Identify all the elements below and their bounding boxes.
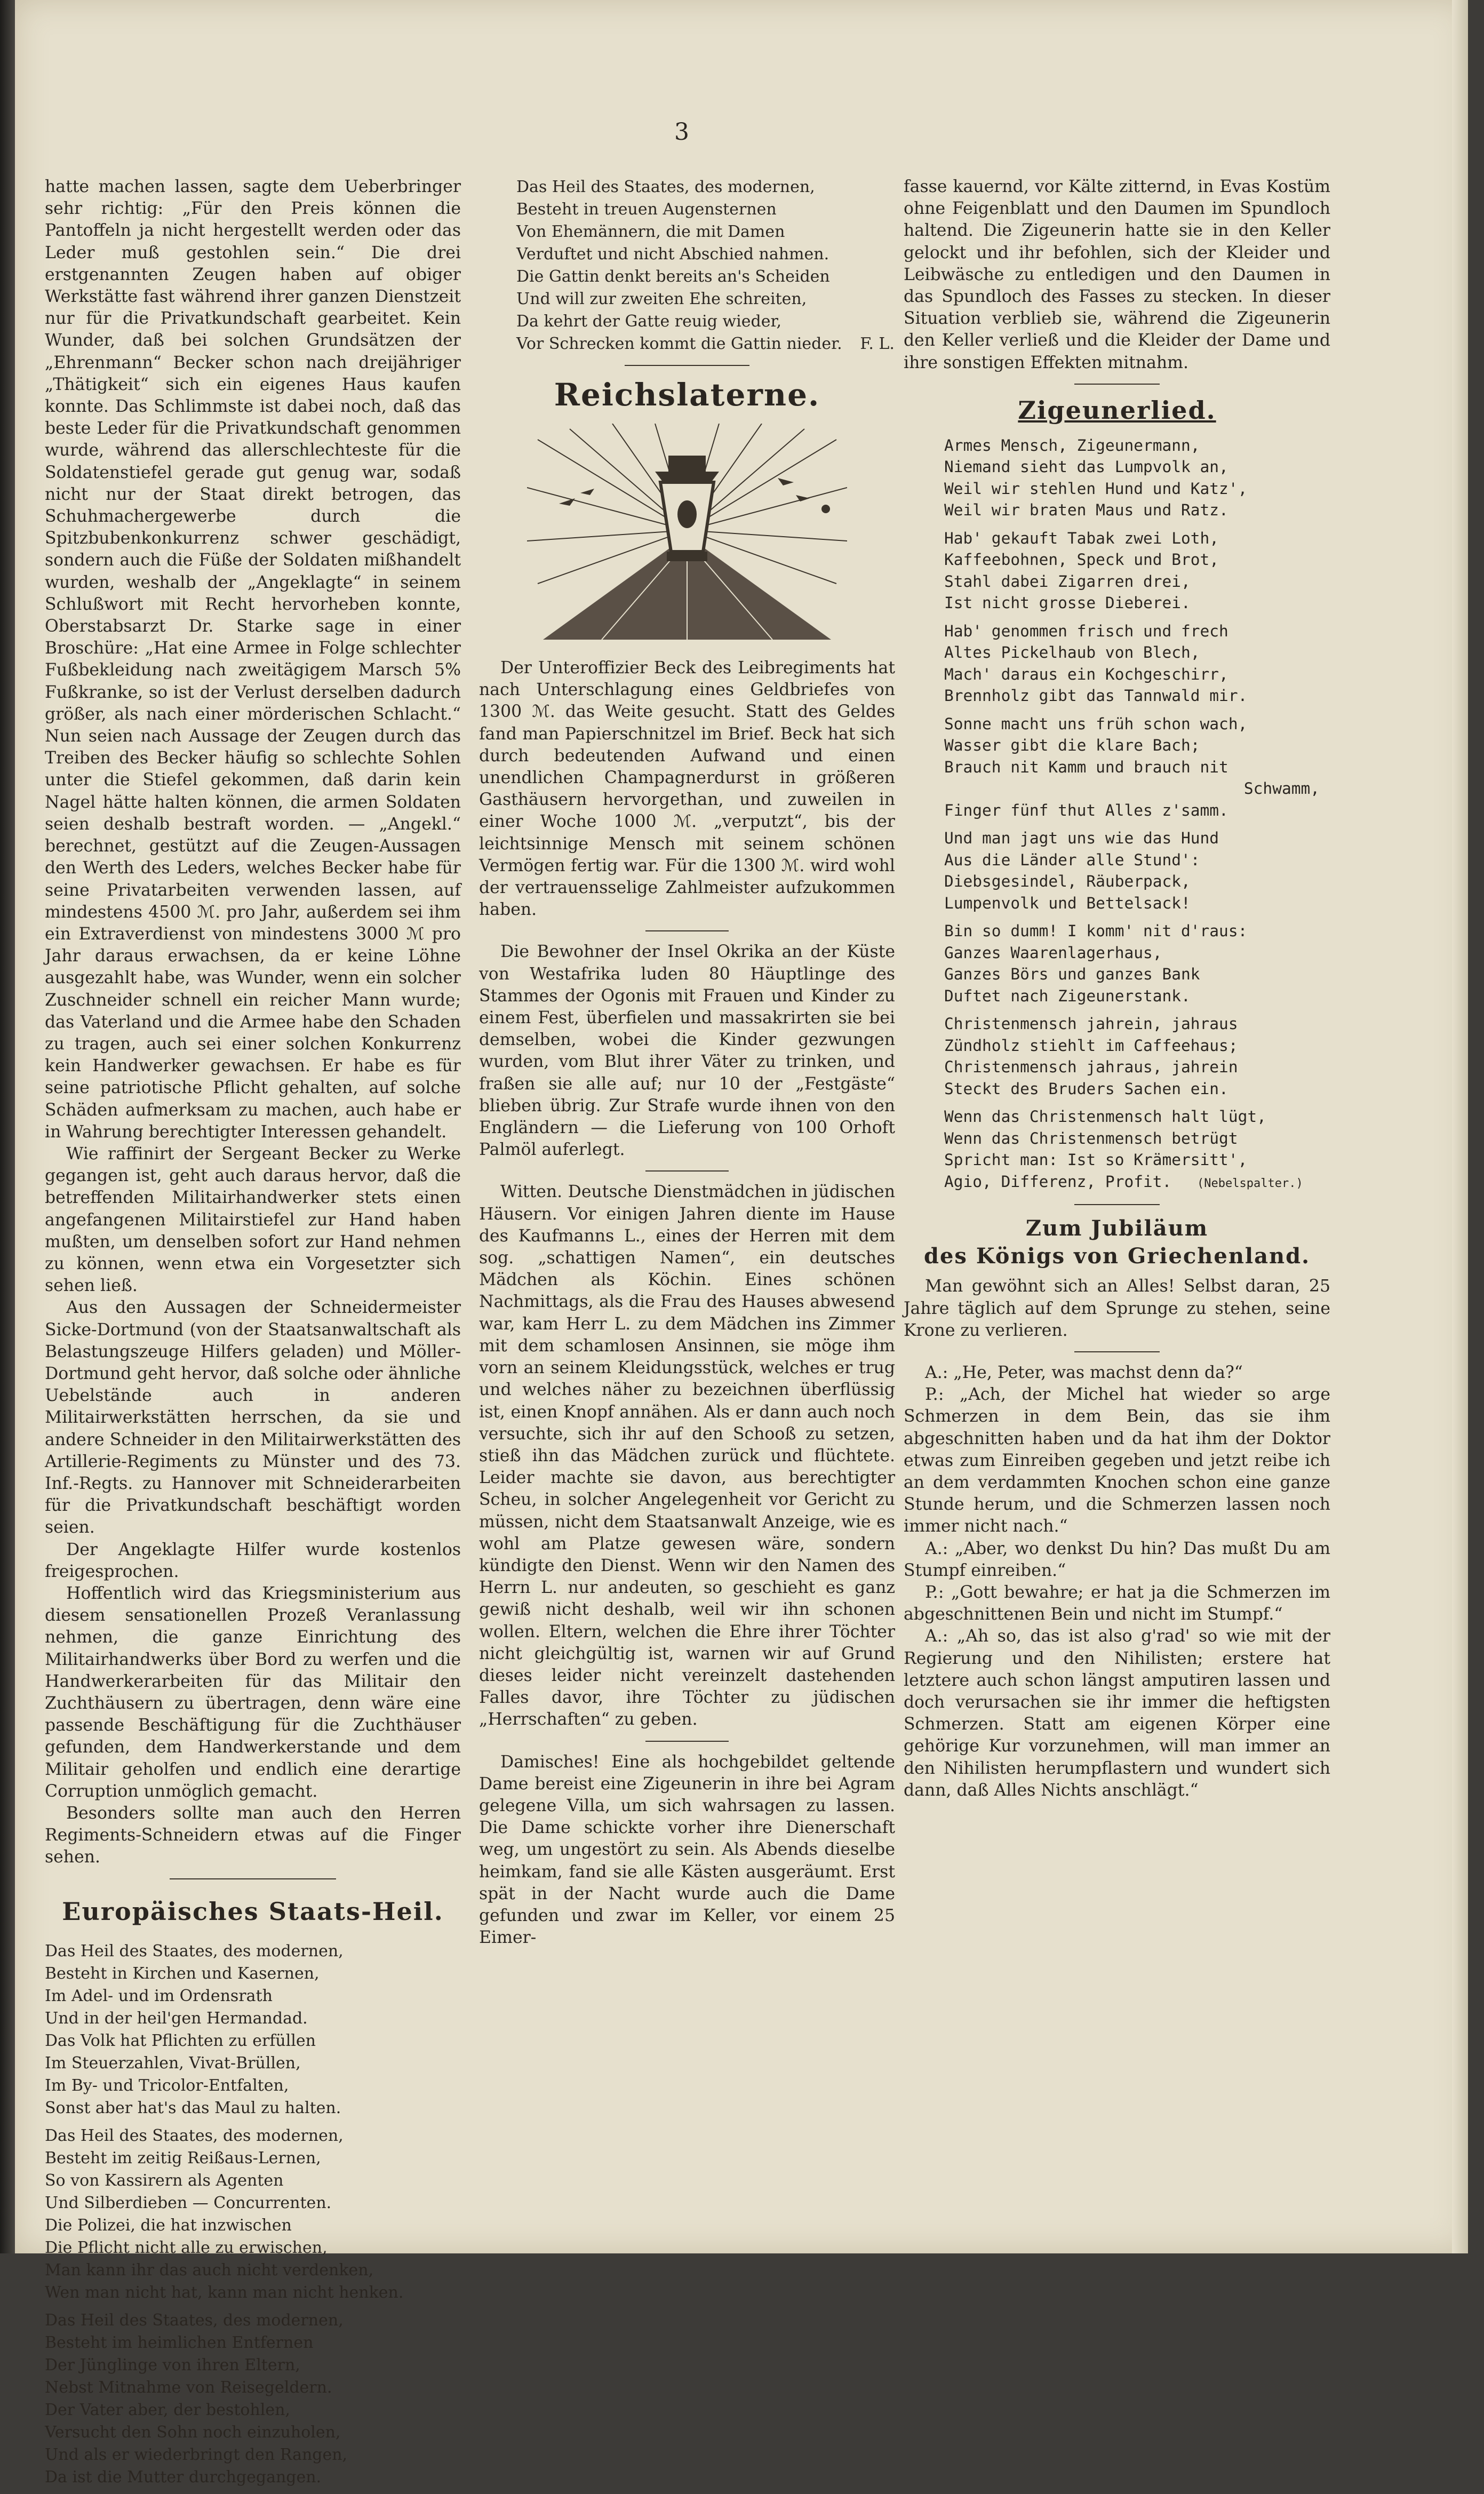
poem-line: Von Ehemännern, die mit Damen [516, 222, 785, 241]
poem-line [516, 333, 895, 355]
poem-line: Nebst Mitnahme von Reisegeldern. [45, 2378, 332, 2397]
song-line: Spricht man: Ist so Krämersitt', [944, 1151, 1248, 1169]
poem-line: Man kann ihr das auch nicht verdenken, [45, 2260, 374, 2280]
song-stanza [944, 713, 1330, 822]
poem-line: Wen man nicht hat, kann man nicht henken. [45, 2283, 404, 2302]
poem-stanza [45, 2309, 461, 2489]
poem-line: Und Silberdieben — Concurrenten. [45, 2193, 332, 2212]
jubilee-paragraph: A.: „He, Peter, was machst denn da?“ [925, 1362, 1243, 1382]
song-line: Steckt des Bruders Sachen ein. [944, 1079, 1228, 1098]
poem-line: Besteht im zeitig Reißaus-Lernen, [45, 2148, 321, 2168]
poem-line: Versucht den Sohn noch einzuholen, [45, 2423, 341, 2442]
jubilee-paragraph: A.: „Ah so, das ist also g'rad' so wie mit der Regierung und den Nihilisten; erstere hat letztere auch schon längst amputiren lassen und doch verursachen sie ihr immer die heftigsten Schmerzen. Statt am eigenen Körper eine gehörige Kur vorzunehmen, will man immer an den Nihilisten herumpflastern und wundert sich dann, daß Alles Nichts anschlägt.“ [904, 1627, 1330, 1800]
song-line: Mach' daraus ein Kochgeschirr, [944, 665, 1228, 683]
song-line: Wenn das Christenmensch betrügt [944, 1129, 1238, 1148]
jubilee-paragraph: P.: „Ach, der Michel hat wieder so arge Schmerzen in dem Bein, das sie ihm abgeschnitten haben und da hat ihm der Doktor etwas zum Einreiben gegeben und jetzt reibe ich an dem verdammten Knochen schon eine ganze Stunde herum, und die Schmerzen lassen noch immer nicht nach.“ [904, 1385, 1330, 1536]
poem-line: Der Vater aber, der bestohlen, [45, 2400, 290, 2419]
poem-line: Besteht in Kirchen und Kasernen, [45, 1964, 320, 1983]
song-line: Und man jagt uns wie das Hund [944, 829, 1219, 848]
lantern-icon [527, 424, 847, 642]
poem-line: Und will zur zweiten Ehe schreiten, [516, 290, 807, 308]
song-line: Altes Pickelhaub von Blech, [944, 643, 1200, 662]
song-stanza [944, 620, 1330, 707]
news-paragraph: Damisches! Eine als hochgebildet geltende Dame bereist eine Zigeunerin in ihre bei Agram gelegene Villa, um sich wahrsagen zu lassen. Die Dame schickte vorher ihre Dienerschaft weg, um ungestört zu sein. Als Abends dieselbe heimkam, fand sie alle Kästen ausgeräumt. Erst spät in der Nacht wurde auch die Dame gefunden und zwar im Keller, vor einem 25 Eimer- [479, 1752, 895, 1948]
song-line: Wenn das Christenmensch halt lügt, [944, 1107, 1266, 1126]
poem-europaeisches-staats-heil [45, 1940, 461, 2489]
article-paragraph: Hoffentlich wird das Kriegsministerium aus diesem sensationellen Prozeß Veranlassung nehmen, die ganze Einrichtung des Militairhandwerks über Bord zu werfen und die Handwerkerarbeiten für das Militair den Zuchthäusern zu übertragen, denn wäre eine passende Beschäftigung für die Zuchthäuser gefunden, dem Handwerkerstande und dem Militair geholfen und endlich eine derartige Corruption unmöglich gemacht. [45, 1584, 461, 1801]
divider [170, 1878, 336, 1879]
poem-line: Das Heil des Staates, des modernen, [45, 2310, 344, 2330]
newspaper-page [15, 0, 1468, 2487]
poem-line: So von Kassirern als Agenten [45, 2171, 284, 2190]
section-title-reichslaterne: Reichslaterne. [554, 377, 820, 413]
song-line: Christenmensch jahraus, jahrein [944, 1058, 1238, 1077]
song-line [944, 1171, 1330, 1195]
poem-line: Verduftet und nicht Abschied nahmen. [516, 245, 829, 264]
poem-line: Im By- und Tricolor-Entfalten, [45, 2076, 289, 2095]
song-line: Ganzes Börs und ganzes Bank [944, 965, 1200, 984]
poem-line: Und in der heil'gen Hermandad. [45, 2009, 308, 2028]
song-line: Ganzes Waarenlagerhaus, [944, 943, 1162, 962]
divider [645, 930, 729, 931]
jubilee-paragraph: A.: „Aber, wo denkst Du hin? Das mußt Du am Stumpf einreiben.“ [904, 1539, 1330, 1580]
poem-line: Das Heil des Staates, des modernen, [516, 178, 815, 196]
jubilee-paragraph: P.: „Gott bewahre; er hat ja die Schmerzen im abgeschnittenen Bein und nicht im Stumpf.“ [904, 1582, 1330, 1624]
song-line: Ist nicht grosse Dieberei. [944, 594, 1191, 612]
poem-line: Da ist die Mutter durchgegangen. [45, 2467, 322, 2487]
article-paragraph: Besonders sollte man auch den Herren Regiments-Schneidern etwas auf die Finger sehen. [45, 1804, 461, 1867]
divider [625, 365, 749, 366]
poem-signature: F. L. [860, 334, 895, 353]
column-right [904, 176, 1330, 1802]
article-paragraph: Der Angeklagte Hilfer wurde kostenlos freigesprochen. [45, 1540, 461, 1581]
poem-line: Und als er wiederbringt den Rangen, [45, 2445, 348, 2464]
poem-line: Die Polizei, die hat inzwischen [45, 2216, 292, 2235]
song-line: Brennholz gibt das Tannwald mir. [944, 687, 1248, 705]
lantern-illustration [527, 424, 847, 642]
song-line: Weil wir stehlen Hund und Katz', [944, 479, 1248, 498]
divider [1074, 1351, 1160, 1352]
poem-line: Besteht im heimlichen Entfernen [45, 2333, 314, 2352]
song-line: Schwamm, [1243, 779, 1320, 798]
song-line: Wasser gibt die klare Bach; [944, 736, 1200, 755]
poem-line: Das Heil des Staates, des modernen, [45, 1941, 344, 1961]
poem-line: Im Adel- und im Ordensrath [45, 1986, 273, 2005]
song-line: Kaffeebohnen, Speck und Brot, [944, 551, 1219, 569]
song-stanza [944, 1013, 1330, 1099]
song-line: Sonne macht uns früh schon wach, [944, 714, 1248, 733]
song-stanza [944, 920, 1330, 1007]
poem-stanza [45, 1940, 461, 2119]
page-edge [1452, 0, 1468, 2253]
poem-line: Besteht in treuen Augensternen [516, 200, 777, 219]
poem-line: Der Jünglinge von ihren Eltern, [45, 2355, 300, 2375]
song-line: Armes Mensch, Zigeunermann, [944, 436, 1200, 455]
song-source: (Nebelspalter.) [1197, 1176, 1303, 1190]
column-middle [479, 176, 895, 1949]
article-paragraph: Aus den Aussagen der Schneidermeister Sicke-Dortmund (von der Staatsanwaltschaft als Belastungszeuge Hilfers geladen) und Möller-Dortmund geht hervor, daß solche oder ähnliche Uebelstände auch in anderen Militairwerkstätten herrschen, da sie und andere Schneider in den Militairwerkstätten des Artillerie-Regiments zu Münster und des 73. Inf.-Regts. zu Hannover mit Schneiderarbeiten für die Privatkundschaft beschäftigt worden seien. [45, 1298, 461, 1537]
song-line: Aus die Länder alle Stund': [944, 850, 1200, 869]
news-paragraph: Witten. Deutsche Dienstmädchen in jüdischen Häusern. Vor einigen Jahren diente im Hause des Kaufmanns L., eines der Herren mit dem sog. „schattigen Namen“, ein deutsches Mädchen als Köchin. Eines schönen Nachmittags, als die Frau des Hauses abwesend war, kam Herr L. zu dem Mädchen ins Zimmer mit dem schamlosen Ansinnen, sie möge ihm vorn an seinem Kleidungsstück, welches er trug und welches näher zu bezeichnen überflüssig ist, einen Knopf annähen. Als er dann auch noch versuchte, sich ihr auf den Schooß zu setzen, stieß ihn das Mädchen zurück und flüchtete. Leider machte sie davon, aus berechtigter Scheu, in solcher Angelegenheit vor Gericht zu müssen, nicht dem Staatsanwalt Anzeige, wie es wohl am Platze gewesen wäre, sondern kündigte den Dienst. Wenn wir den Namen des Herrn L. nur andeuten, so geschieht es ganz gewiß nicht deshalb, weil wir ihn schonen wollen. Eltern, welchen die Ehre ihrer Töchter nicht gleichgültig ist, warnen wir auf Grund dieses leider nicht vereinzelt dastehenden Falles davor, ihre Töchter zu jüdischen „Herrschaften“ zu geben. [479, 1182, 895, 1730]
song-line: Duftet nach Zigeunerstank. [944, 986, 1191, 1005]
song-stanza [944, 435, 1330, 521]
poem-title: Europäisches Staats-Heil. [62, 1897, 444, 1926]
news-paragraph: Die Bewohner der Insel Okrika an der Küste von Westafrika luden 80 Häuptlinge des Stammes der Ogonis mit Frauen und Kinder zu einem Fest, überfielen und massakrirten sie bei demselben, wobei die Kinder gezwungen wurden, vom Blut ihrer Väter zu trinken, und fraßen sie alle auf; nur 10 der „Festgäste“ blieben übrig. Zur Strafe wurde ihnen von den Engländern — die Lieferung von 100 Orhoft Palmöl auferlegt. [479, 942, 895, 1160]
news-paragraph: Der Unteroffizier Beck des Leibregiments hat nach Unterschlagung eines Geldbriefes von 1300 ℳ. das Weite gesucht. Statt des Geldes fand man Papierschnitzel im Brief. Beck hat sich durch bedeutenden Aufwand und einen unendlichen Champagnerdurst in größeren Gasthäusern hervorgethan, und zuweilen in einer Woche 1000 ℳ. „verputzt“, bis der leichtsinnige Mensch mit seinem schönen Vermögen fertig war. Für die 1300 ℳ. wird wohl der vertrauensselige Zahlmeister aufzukommen haben. [479, 658, 895, 920]
song-line: Hab' genommen frisch und frech [944, 621, 1228, 640]
book-binding [0, 0, 15, 2253]
poem-line-text: Vor Schrecken kommt die Gattin nieder. [516, 334, 842, 353]
song-line: Finger fünf thut Alles z'samm. [944, 801, 1228, 819]
news-paragraph-continued: fasse kauernd, vor Kälte zitternd, in Evas Kostüm ohne Feigenblatt und den Daumen im Spundloch haltend. Die Zigeunerin hatte sie in den Keller gelockt und ihr befohlen, sich der Kleider und Leibwäsche zu entledigen und den Daumen in das Spundloch des Fasses zu stecken. In dieser Situation verblieb sie, während die Zigeunerin den Keller verließ und die Kleider der Dame und ihre sonstigen Effekten mitnahm. [904, 177, 1330, 372]
song-line: Niemand sieht das Lumpvolk an, [944, 458, 1228, 476]
divider [645, 1741, 729, 1742]
article-continuation [45, 176, 461, 1869]
jubilee-paragraph: Man gewöhnt sich an Alles! Selbst daran, 25 Jahre täglich auf dem Sprunge zu stehen, seine Krone zu verlieren. [904, 1277, 1330, 1340]
poem-line: Sonst aber hat's das Maul zu halten. [45, 2098, 341, 2117]
poem-line: Da kehrt der Gatte reuig wieder, [516, 312, 782, 331]
poem-line: Die Pflicht nicht alle zu erwischen, [45, 2238, 328, 2257]
song-zigeunerlied [904, 435, 1330, 1195]
poem-line: Das Heil des Staates, des modernen, [45, 2126, 344, 2145]
poem-line: Die Gattin denkt bereits an's Scheiden [516, 267, 830, 286]
song-line: Bin so dumm! I komm' nit d'raus: [944, 922, 1248, 941]
poem-line: Das Volk hat Pflichten zu erfüllen [45, 2031, 316, 2050]
song-line: Weil wir braten Maus und Ratz. [944, 501, 1228, 520]
song-title: Zigeunerlied. [1018, 395, 1216, 425]
article-paragraph: Wie raffinirt der Sergeant Becker zu Werke gegangen ist, geht auch daraus hervor, daß die betreffenden Militairhandwerker stets einen angefangenen Militairstiefel zur Hand haben mußten, um denselben sofort zur Hand nehmen zu können, wenn etwa ein Vorgesetzter sich sehen ließ. [45, 1144, 461, 1296]
divider [1074, 384, 1160, 385]
poem-continued [479, 176, 895, 355]
poem-stanza [45, 2125, 461, 2304]
article-paragraph: hatte machen lassen, sagte dem Ueberbringer sehr richtig: „Für den Preis können die Pantoffeln ja nicht hergestellt werden oder das Leder muß gestohlen sein.“ Die drei erstgenannten Zeugen haben auf obiger Werkstätte fast während ihrer ganzen Dienstzeit nur für die Privatkundschaft gearbeitet. Kein Wunder, daß bei solchen Grundsätzen der „Ehrenmann“ Becker schon nach dreijähriger „Thätigkeit“ sich ein eigenes Haus kaufen konnte. Das Schlimmste ist dabei noch, daß das beste Leder für die Privatkundschaft genommen wurde, während das allerschlechteste für die Soldatenstiefel gerade gut genug war, sodaß nicht nur der Staat direkt betrogen, das Schuhmachergewerbe durch die Spitzbubenkonkurrenz schwer geschädigt, sondern auch die Füße der Soldaten mißhandelt wurden, weshalb der „Angeklagte“ in seinem Schlußwort mit Recht hervorheben konnte, Oberstabsarzt Dr. Starke sage in einer Broschüre: „Hat eine Armee in Folge schlechter Fußbekleidung nach zweitägigem Marsch 5% Fußkranke, so ist der Verlust derselben dadurch größer, als nach einer mörderischen Schlacht.“ Nun seien nach Aussage der Zeugen durch das Treiben des Becker häufig so schlechte Sohlen unter die Stiefel gekommen, daß darin kein Nagel hätte halten können, die armen Soldaten seien deshalb bestraft worden. — „Angekl.“ berechnet, gestützt auf die Zeugen-Aussagen den Werth des Leders, welches Becker habe für seine Privatarbeiten verwenden lassen, auf mindestens 4500 ℳ. pro Jahr, außerdem sei ihm ein Extraverdienst von mindestens 3000 ℳ pro Jahr daraus erwachsen, da er keine Löhne ausgezahlt habe, was Wunder, wenn ein solcher Zuschneider schnell ein reicher Mann wurde; das Vaterland und die Armee habe den Schaden zu tragen, auch sei einer solchen Konkurrenz kein Handwerker gewachsen. Er habe es für seine patriotische Pflicht gehalten, auf solche Schäden aufmerksam zu machen, auch habe er in Wahrung berechtigter Interessen gehandelt. [45, 177, 461, 1142]
divider [645, 1170, 729, 1172]
song-line: Stahl dabei Zigarren drei, [944, 572, 1191, 591]
song-stanza [944, 827, 1330, 914]
column-left [45, 176, 461, 2494]
song-line: Lumpenvolk und Bettelsack! [944, 894, 1191, 912]
song-line-text: Agio, Differenz, Profit. [944, 1172, 1172, 1191]
song-line: Christenmensch jahrein, jahraus [944, 1015, 1238, 1033]
divider [1074, 1204, 1160, 1205]
page-number: 3 [674, 118, 689, 146]
song-line: Diebsgesindel, Räuberpack, [944, 872, 1191, 891]
jubilee-title: Zum Jubiläum [1025, 1216, 1209, 1241]
song-stanza [944, 1106, 1330, 1194]
song-line: Zündholz stiehlt im Caffeehaus; [944, 1036, 1238, 1055]
jubilee-subtitle: des Königs von Griechenland. [924, 1244, 1310, 1269]
song-line: Hab' gekauft Tabak zwei Loth, [944, 529, 1219, 547]
song-stanza [944, 528, 1330, 614]
song-line: Brauch nit Kamm und brauch nit [944, 758, 1228, 776]
poem-line: Im Steuerzahlen, Vivat-Brüllen, [45, 2053, 301, 2073]
